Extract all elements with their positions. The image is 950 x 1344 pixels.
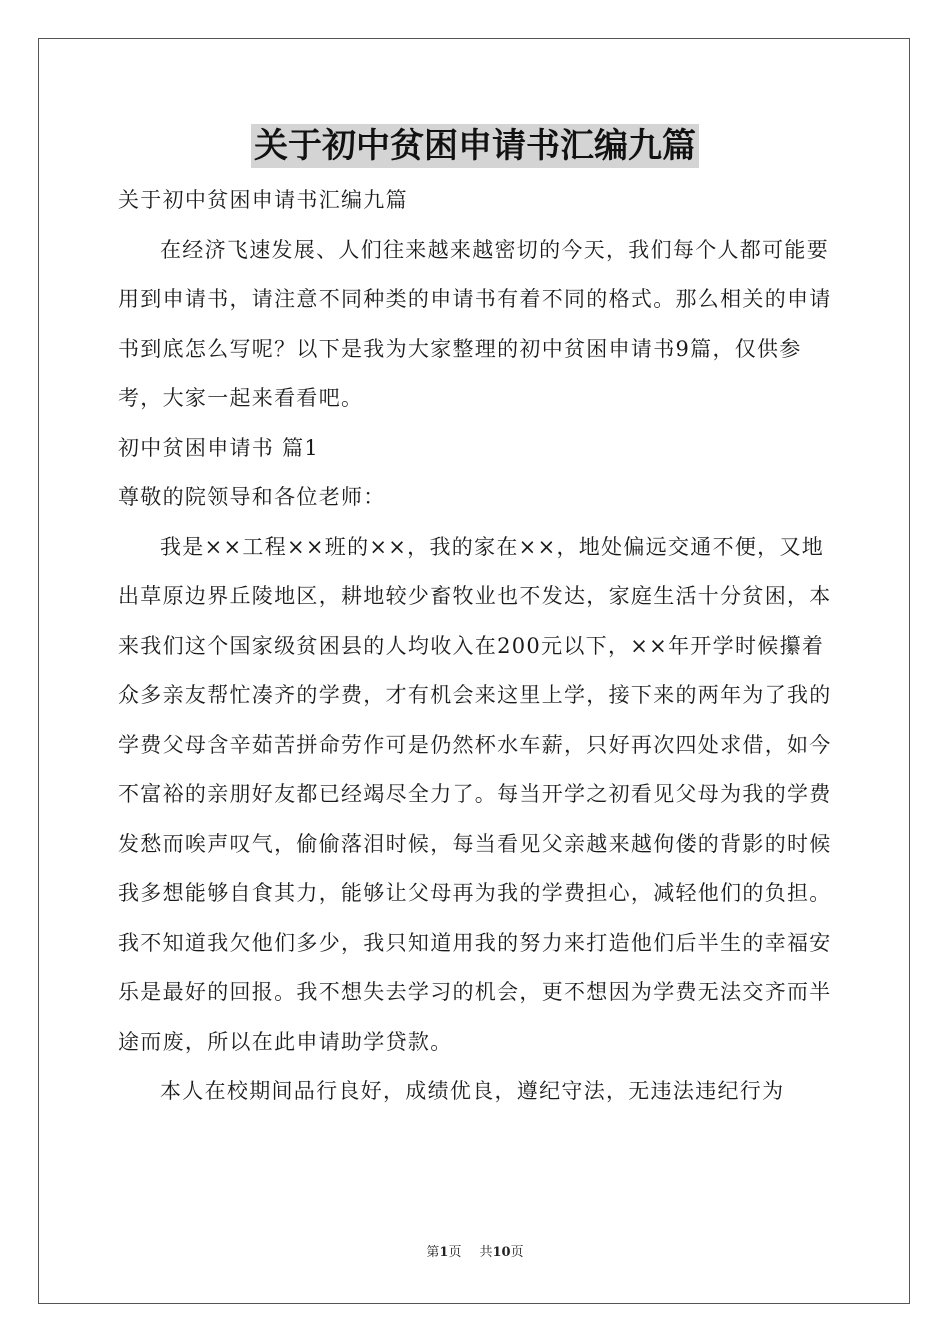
page-prefix: 第 <box>426 1245 440 1260</box>
subtitle-line: 关于初中贫困申请书汇编九篇 <box>118 188 408 212</box>
page-suffix: 页 <box>448 1245 462 1260</box>
document-title: 关于初中贫困申请书汇编九篇 <box>251 124 699 168</box>
page-number: 1 <box>439 1245 449 1260</box>
section-heading: 初中贫困申请书 篇1 <box>118 435 320 460</box>
total-suffix: 页 <box>510 1245 524 1260</box>
body-paragraph-continued: 本人在校期间品行良好，成绩优良，遵纪守法，无违法违纪行为 <box>160 1079 785 1103</box>
title-container <box>0 124 950 168</box>
body-paragraph: 我是××工程××班的××，我的家在××，地处偏远交通不便，又地出草原边界丘陵地区，耕地较少畜牧业也不发达，家庭生活十分贫困，本来我们这个国家级贫困县的人均收入在200元以下，××年开学时候攥着众多亲友帮忙凑齐的学费，才有机会来这里上学，接下来的两年为了我的学费父母含辛茹苦拼命劳作可是仍然杯水车薪，只好再次四处求借，如今不富裕的亲朋好友都已经竭尽全力了。每当开学之初看见父母为我的学费发愁而唉声叹气，偷偷落泪时候，每当看见父亲越来越佝偻的背影的时候我多想能够自食其力，能够让父母再为我的学费担心，减轻他们的负担。我不知道我欠他们多少，我只知道用我的努力来打造他们后半生的幸福安乐是最好的回报。我不想失去学习的机会，更不想因为学费无法交齐而半途而废，所以在此申请助学贷款。 <box>118 534 832 1054</box>
total-pages: 10 <box>492 1245 511 1260</box>
document-body <box>118 176 834 1117</box>
total-prefix: 共 <box>479 1245 493 1260</box>
intro-paragraph: 在经济飞速发展、人们往来越来越密切的今天，我们每个人都可能要用到申请书，请注意不同种类的申请书有着不同的格式。那么相关的申请书到底怎么写呢？以下是我为大家整理的初中贫困申请书9篇，仅供参考，大家一起来看看吧。 <box>118 237 832 410</box>
page-footer <box>0 1244 950 1262</box>
salutation: 尊敬的院领导和各位老师： <box>118 485 386 509</box>
